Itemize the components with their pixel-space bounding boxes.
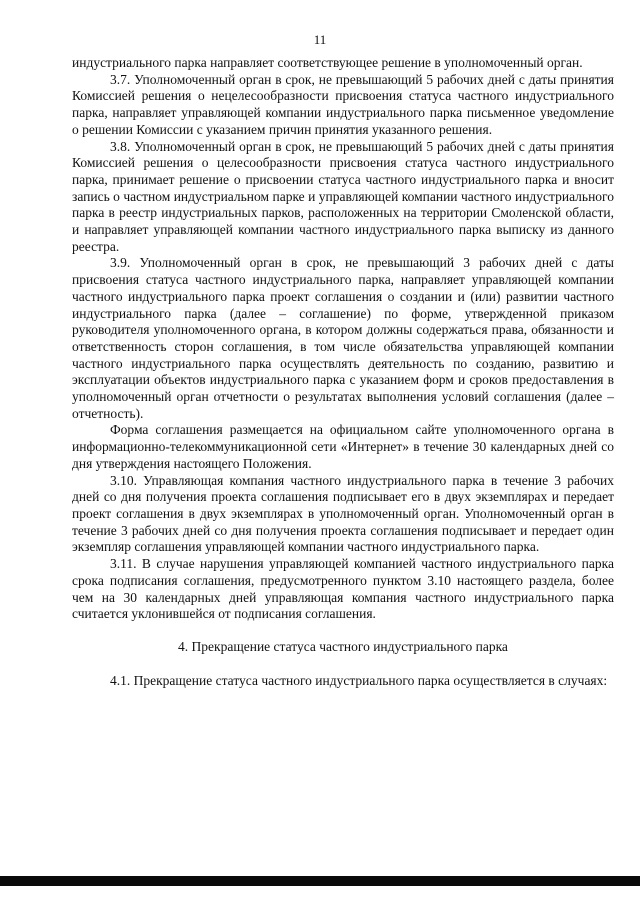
paragraph-3-11: 3.11. В случае нарушения управляющей компанией частного индустриального парка срока подписания соглашения, предусмотренного пунктом 3.10 настоящего раздела, более чем на 30 календарных дней управляющая компания частного индустриального парка считается уклонившейся от подписания соглашения. bbox=[72, 556, 614, 622]
paragraph-3-8: 3.8. Уполномоченный орган в срок, не превышающий 5 рабочих дней с даты принятия Комиссией решения о целесообразности присвоения статуса частного индустриального парка, принимает решение о присвоении статуса частного индустриального парка и вносит запись о частном индустриальном парке и управляющей компании частного индустриального парка в реестр индустриальных парков, расположенных на территории Смоленской области, и направляет управляющей компании частного индустриального парка выписку из данного реестра. bbox=[72, 138, 614, 254]
document-body bbox=[72, 55, 614, 689]
paragraph-3-7: 3.7. Уполномоченный орган в срок, не превышающий 5 рабочих дней с даты принятия Комиссией решения о нецелесообразности присвоения статуса частного индустриального парка, направляет управляющей компании индустриального парка письменное уведомление о решении Комиссии с указанием причин принятия указанного решения. bbox=[72, 71, 614, 137]
page-number: 11 bbox=[313, 32, 327, 47]
paragraph-4-1: 4.1. Прекращение статуса частного индустриального парка осуществляется в случаях: bbox=[110, 672, 608, 688]
paragraph-3-10: 3.10. Управляющая компания частного индустриального парка в течение 3 рабочих дней со дня получения проекта соглашения подписывает его в двух экземплярах и передает проект соглашения в двух экземплярах в уполномоченный орган. Уполномоченный орган в течение 3 рабочих дней со дня получения проекта соглашения подписывает и передает один экземпляр соглашения управляющей компании частного индустриального парка. bbox=[72, 472, 614, 555]
paragraph-agreement-form: Форма соглашения размещается на официальном сайте уполномоченного органа в информационно-телекоммуникационной сети «Интернет» в течение 30 календарных дней со дня утверждения настоящего Положения. bbox=[72, 422, 614, 471]
section-heading: 4. Прекращение статуса частного индустриального парка bbox=[178, 638, 508, 654]
paragraph-continuation: индустриального парка направляет соответствующее решение в уполномоченный орган. bbox=[72, 55, 583, 70]
paragraph-3-9: 3.9. Уполномоченный орган в срок, не превышающий 3 рабочих дней с даты присвоения статуса частного индустриального парка, направляет управляющей компании частного индустриального парка проект соглашения о создании и (или) развитии частного индустриального парка (далее – соглашение) по форме, утвержденной приказом руководителя уполномоченного органа, в котором должны содержаться права, обязанности и ответственность сторон соглашения, в том числе обязательства управляющей компании частного индустриального парка осуществлять деятельность по созданию, развитию и эксплуатации объектов индустриального парка с указанием форм и сроков предоставления в уполномоченный орган отчетности о результатах выполнения условий соглашения (далее – отчетность). bbox=[72, 255, 614, 421]
scan-border-bar bbox=[0, 876, 640, 886]
